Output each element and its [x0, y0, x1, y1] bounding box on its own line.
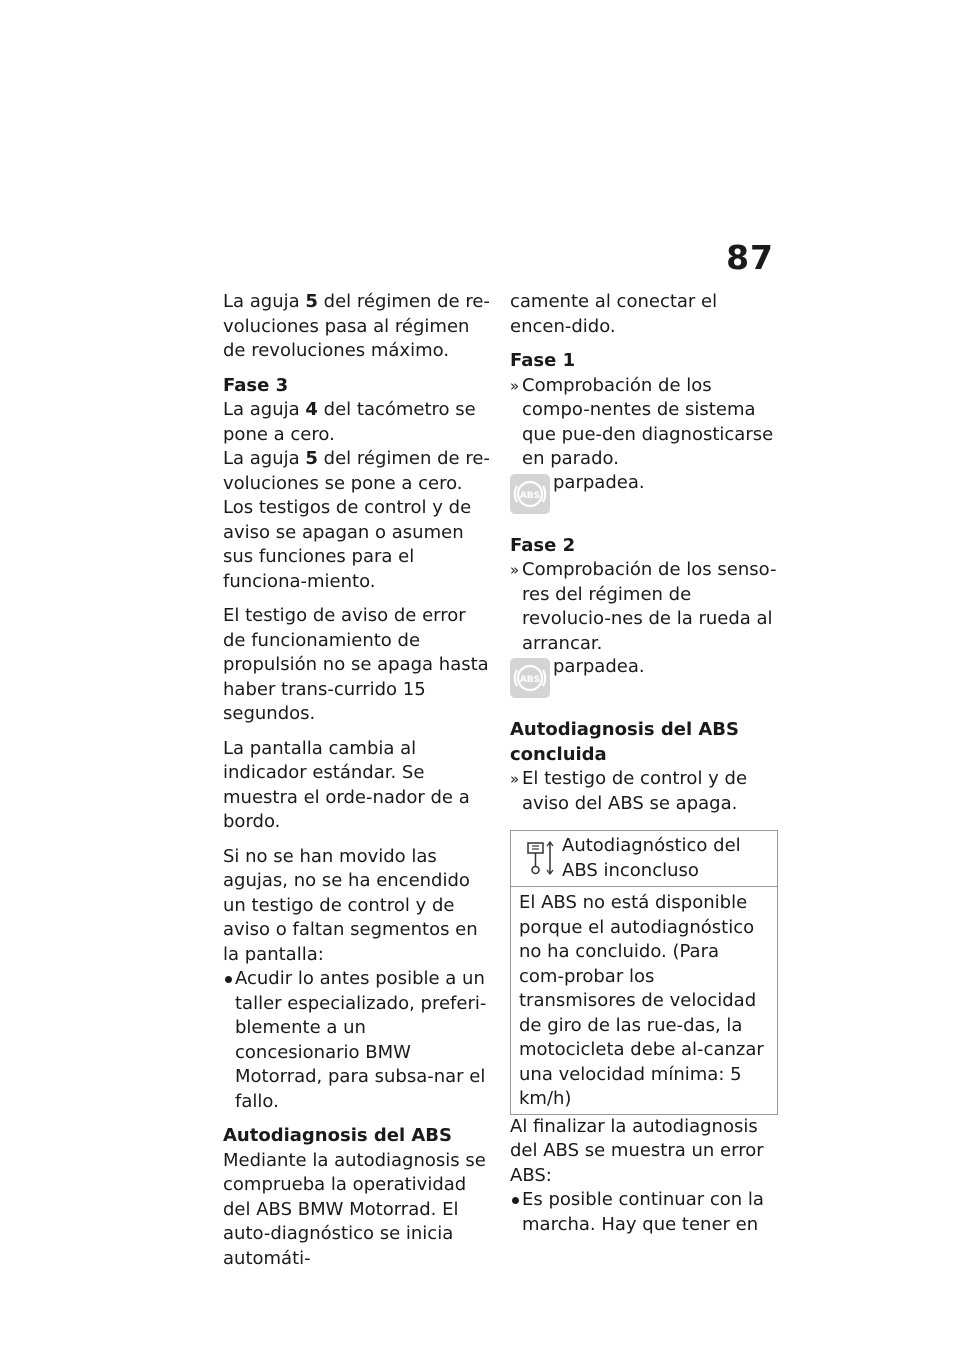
paragraph: camente al conectar el encen-dido. — [510, 291, 718, 337]
left-column — [223, 290, 491, 1281]
section-heading: Fase 1 — [510, 350, 576, 371]
paragraph: Mediante la autodiagnosis se comprueba la operatividad del ABS BMW Motorrad. El auto-diagnóstico se inicia automáti- — [223, 1149, 486, 1269]
bullet-item: Es posible continuar con la marcha. Hay que tener en — [510, 1188, 780, 1237]
abs-warning-icon — [510, 658, 550, 698]
paragraph: La aguja 5 del régimen de re-voluciones pasa al régimen de revoluciones máximo. — [223, 291, 490, 361]
notice-box — [510, 830, 778, 1115]
notice-body: El ABS no está disponible porque el autodiagnóstico no ha concluido. (Para com-probar los transmisores de velocidad de giro de las rue-das, la motocicleta debe al-canzar una velocidad mínima: 5 km/h) — [519, 892, 764, 1109]
paragraph: La aguja 4 del tacómetro se pone a cero. — [223, 399, 476, 445]
tool-notice-icon — [525, 841, 555, 875]
paragraph: Los testigos de control y de aviso se apagan o asumen sus funciones para el funciona-miento. — [223, 497, 472, 592]
right-column — [510, 290, 780, 1237]
page-number: 87 — [726, 238, 774, 277]
abs-icon-line: ABS parpadea. — [510, 472, 780, 524]
paragraph: Al finalizar la autodiagnosis del ABS se muestra un error ABS: — [510, 1115, 764, 1186]
arrow-icon: » — [510, 561, 520, 579]
section-heading: Fase 2 — [510, 534, 576, 556]
svg-text:ABS: ABS — [519, 675, 541, 685]
section-heading: Autodiagnosis del ABS — [223, 1125, 452, 1146]
arrow-icon: » — [510, 770, 520, 788]
notice-title: Autodiagnóstico del ABS inconcluso — [562, 835, 741, 881]
paragraph: La aguja 5 del régimen de re-voluciones se pone a cero. — [223, 448, 490, 494]
step-item: » Comprobación de los compo-nentes de sistema que pue-den diagnosticarse en parado. — [510, 374, 774, 469]
abs-icon-line: ABS parpadea. — [510, 656, 780, 708]
paragraph: La pantalla cambia al indicador estándar. Se muestra el orde-nador de a bordo. — [223, 737, 470, 832]
step-item: » El testigo de control y de aviso del ABS se apaga. — [510, 768, 748, 814]
bullet-item: Acudir lo antes posible a un taller especializado, preferi-blemente a un concesionario BMW Motorrad, para subsa-nar el fallo. — [223, 967, 491, 1114]
paragraph: Si no se han movido las agujas, no se ha encendido un testigo de control y de aviso o faltan segmentos en la pantalla: — [223, 845, 478, 965]
step-item: » Comprobación de los senso-res del régimen de revolucio-nes de la rueda al arrancar. — [510, 559, 777, 654]
notice-header — [511, 831, 777, 887]
section-heading: Fase 3 — [223, 374, 289, 396]
svg-text:ABS: ABS — [519, 490, 541, 501]
section-heading: Autodiagnosis del ABS concluida — [510, 719, 739, 765]
abs-warning-icon — [510, 474, 550, 514]
paragraph: El testigo de aviso de error de funcionamiento de propulsión no se apaga hasta haber trans-currido 15 segundos. — [223, 605, 489, 724]
arrow-icon: » — [510, 376, 520, 395]
